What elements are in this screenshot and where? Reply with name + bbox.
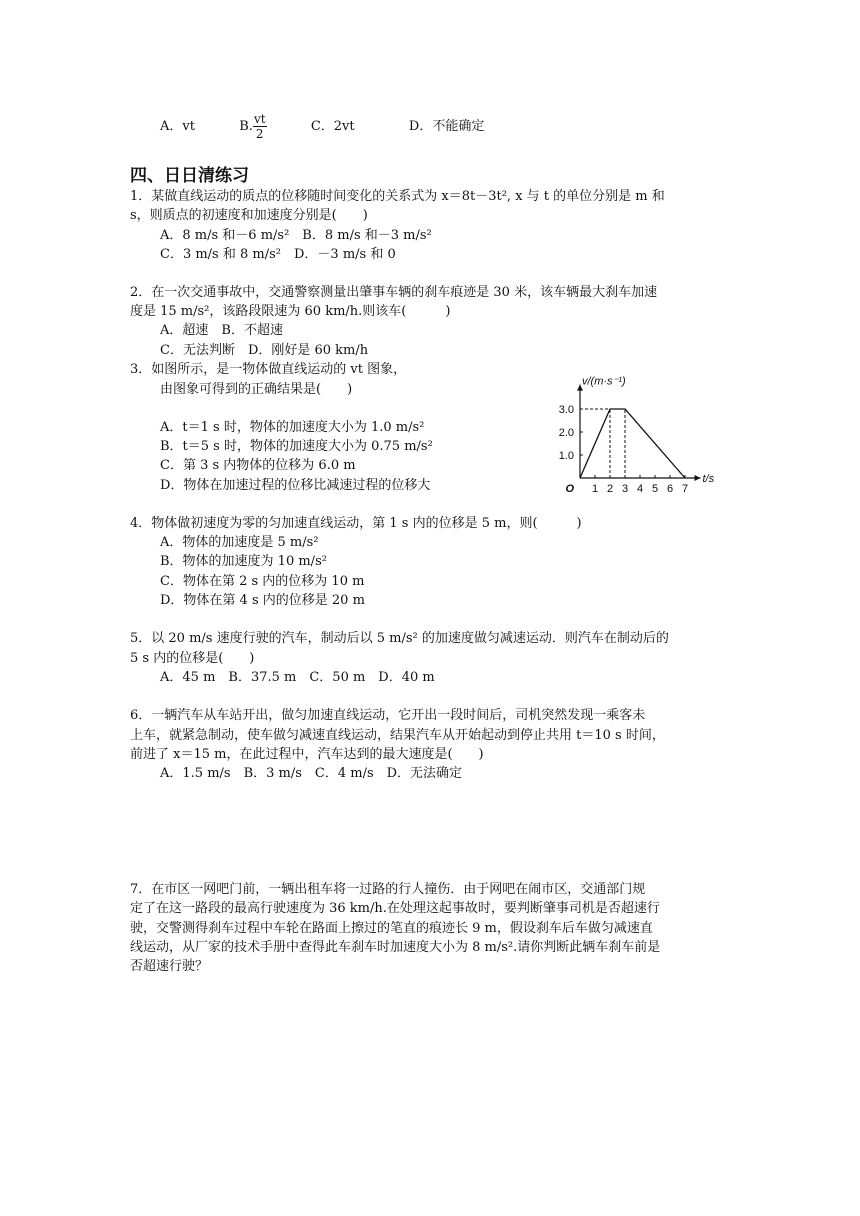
q7-line4: 线运动，从厂家的技术手册中查得此车刹车时加速度大小为 8 m/s².请你判断此辆车刹车前是 [130,940,661,955]
q6-options: A．1.5 m/s B．3 m/s C．4 m/s D．无法确定 [160,766,463,781]
q4-option-d: D．物体在第 4 s 内的位移是 20 m [160,593,365,608]
x-tick-label: 2 [606,483,614,495]
x-tick-label: 1 [591,483,599,495]
q1-option-row1: A．8 m/s 和－6 m/s² B．8 m/s 和－3 m/s² [160,228,432,243]
q4-option-b: B．物体的加速度为 10 m/s² [160,554,327,569]
x-axis-arrow [695,475,701,481]
q7-line5: 否超速行驶？ [130,959,209,974]
q3-option-b: B．t＝5 s 时，物体的加速度大小为 0.75 m/s² [160,439,433,454]
q7-line3: 驶，交警测得刹车过程中车轮在路面上擦过的笔直的痕迹长 9 m，假设刹车后车做匀减速直 [130,921,653,936]
y-tick-label: 3.0 [558,404,574,416]
prev-option-a: A．vt [160,119,195,134]
x-axis-label: t/s [702,473,715,485]
x-tick-label: 7 [681,483,689,495]
x-tick-label: 4 [636,483,644,495]
q7-line1: 7．在市区一网吧门前，一辆出租车将一过路的行人撞伤．由于网吧在闹市区，交通部门规 [130,882,646,897]
q2-option-row2: C．无法判断 D．刚好是 60 km/h [160,343,369,358]
q6-line3: 前进了 x＝15 m，在此过程中，汽车达到的最大速度是( ) [130,747,484,762]
q3-line2: 由图象可得到的正确结果是( ) [160,382,353,397]
q4-option-a: A．物体的加速度是 5 m/s² [160,535,319,550]
q2-line1: 2．在一次交通事故中，交通警察测量出肇事车辆的刹车痕迹是 30 米，该车辆最大刹车加速 [130,285,658,300]
series-line [580,409,685,478]
q4-option-c: C．物体在第 2 s 内的位移为 10 m [160,574,365,589]
q3-option-a: A．t＝1 s 时，物体的加速度大小为 1.0 m/s² [160,420,425,435]
q1-line1: 1．某做直线运动的质点的位移随时间变化的关系式为 x＝8t－3t², x 与 t 的单位分别是 m 和 [130,189,665,204]
q4-line1: 4．物体做初速度为零的匀加速直线运动，第 1 s 内的位移是 5 m，则( ) [130,516,582,531]
section-title: 四、日日清练习 [130,166,249,186]
y-tick-label: 1.0 [558,450,574,462]
q3-option-c: C．第 3 s 内物体的位移为 6.0 m [160,458,356,473]
prev-options-row [160,112,484,141]
x-tick-label: 3 [621,483,629,495]
prev-option-b: B. $\frac{vt}{2}$ [239,112,266,141]
y-tick-label: 2.0 [558,427,574,439]
x-tick-label: 5 [651,483,659,495]
q7-line2: 定了在这一路段的最高行驶速度为 36 km/h.在处理这起事故时，要判断肇事司机是否超速行 [130,901,660,916]
q2-line2: 度是 15 m/s²，该路段限速为 60 km/h.则该车( ) [130,304,451,319]
q3-line1: 3．如图所示，是一物体做直线运动的 vt 图象， [130,362,407,377]
prev-option-d: D．不能确定 [408,119,485,134]
q1-line2: s，则质点的初速度和加速度分别是( ) [130,208,368,223]
q6-line2: 上车，就紧急制动，使车做匀减速直线运动，结果汽车从开始起动到停止共用 t＝10 s 时间， [130,728,665,743]
x-tick-label: 6 [666,483,674,495]
y-axis-label: v/(m·s⁻¹) [582,375,626,388]
q1-option-row2: C．3 m/s 和 8 m/s² D．－3 m/s 和 0 [160,247,396,262]
q6-line1: 6．一辆汽车从车站开出，做匀加速直线运动，它开出一段时间后，司机突然发现一乘客未 [130,708,646,723]
vt-chart [545,365,725,495]
prev-option-c: C．2vt [310,119,355,134]
q2-option-row1: A．超速 B．不超速 [160,323,283,338]
q3-option-d: D．物体在加速过程的位移比减速过程的位移大 [160,478,431,493]
fraction: $\frac{vt}{2}$ [253,112,266,141]
q5-line1: 5．以 20 m/s 速度行驶的汽车，制动后以 5 m/s² 的加速度做匀减速运动．则汽车在制动后的 [130,631,669,646]
origin-label: O [565,483,574,495]
q5-options: A．45 m B．37.5 m C．50 m D．40 m [160,670,435,685]
q5-line2: 5 s 内的位移是( ) [130,651,255,666]
